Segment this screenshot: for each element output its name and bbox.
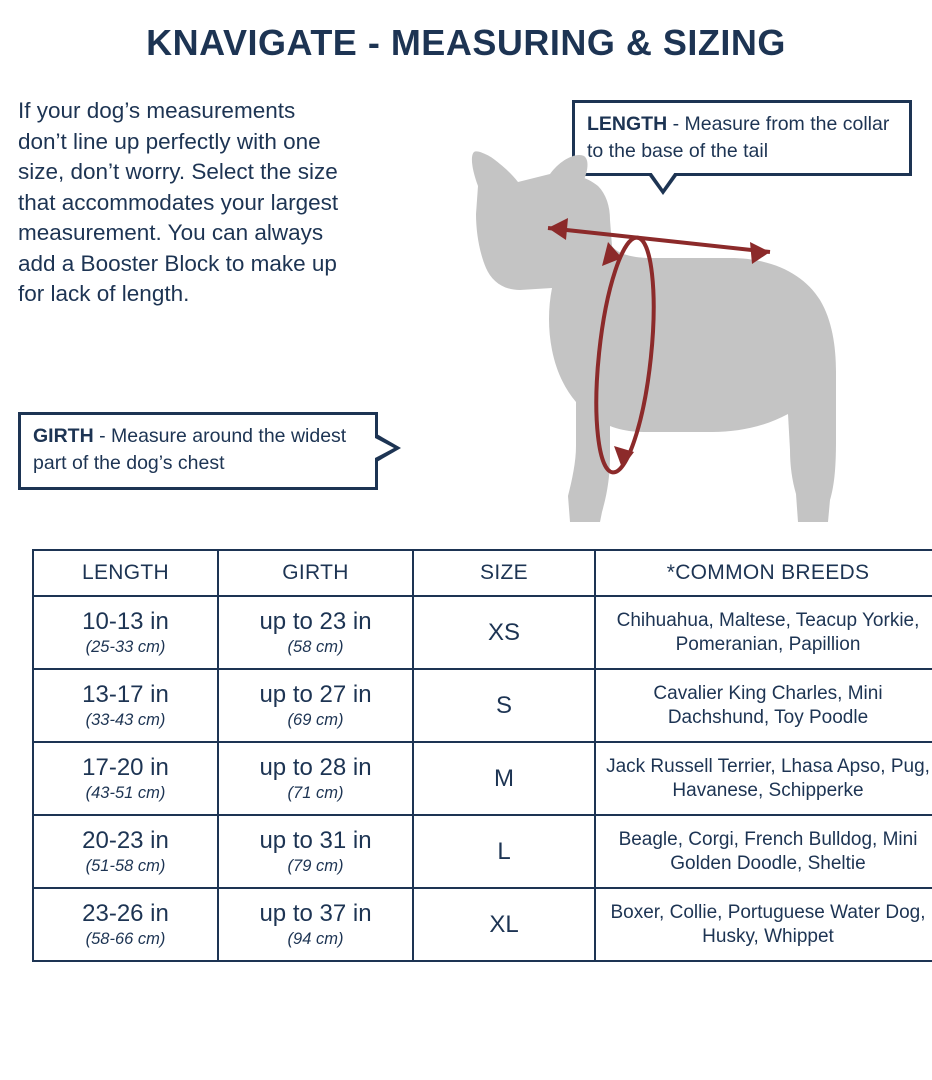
girth-inches: up to 37 in — [259, 900, 372, 927]
cell-length — [33, 669, 218, 742]
table-row — [33, 888, 932, 961]
cell-size: XS — [413, 596, 595, 669]
cell-breeds: Beagle, Corgi, French Bulldog, Mini Golden Doodle, Sheltie — [595, 815, 932, 888]
girth-cm: (69 cm) — [287, 711, 344, 729]
girth-cm: (71 cm) — [287, 784, 344, 802]
table-row — [33, 596, 932, 669]
length-callout-label: LENGTH — [587, 113, 668, 135]
girth-callout — [18, 412, 378, 490]
girth-cm: (79 cm) — [287, 857, 344, 875]
cell-length — [33, 742, 218, 815]
length-inches: 13-17 in — [82, 681, 169, 708]
girth-callout-label: GIRTH — [33, 425, 94, 447]
cell-girth — [218, 888, 413, 961]
length-callout-text: - Measure from the collar to the base of the tail — [587, 113, 890, 162]
girth-inches: up to 28 in — [259, 754, 372, 781]
cell-breeds: Jack Russell Terrier, Lhasa Apso, Pug, Havanese, Schipperke — [595, 742, 932, 815]
girth-inches: up to 31 in — [259, 827, 372, 854]
cell-size: S — [413, 669, 595, 742]
cell-length — [33, 888, 218, 961]
length-cm: (33-43 cm) — [85, 711, 166, 729]
table-row — [33, 669, 932, 742]
cell-size: L — [413, 815, 595, 888]
cell-breeds: Cavalier King Charles, Mini Dachshund, Toy Poodle — [595, 669, 932, 742]
girth-cm: (94 cm) — [287, 930, 344, 948]
table-header-girth: GIRTH — [218, 550, 413, 596]
girth-inches: up to 23 in — [259, 608, 372, 635]
table-header-breeds: *COMMON BREEDS — [595, 550, 932, 596]
length-cm: (25-33 cm) — [85, 638, 166, 656]
cell-breeds: Chihuahua, Maltese, Teacup Yorkie, Pomeranian, Papillion — [595, 596, 932, 669]
table-header-length: LENGTH — [33, 550, 218, 596]
table-row — [33, 815, 932, 888]
cell-size: M — [413, 742, 595, 815]
cell-length — [33, 596, 218, 669]
length-cm: (51-58 cm) — [85, 857, 166, 875]
cell-length — [33, 815, 218, 888]
cell-girth — [218, 669, 413, 742]
cell-breeds: Boxer, Collie, Portuguese Water Dog, Husky, Whippet — [595, 888, 932, 961]
intro-paragraph: If your dog’s measurements don’t line up perfectly with one size, don’t worry. Select the size that accommodates your largest measurement. You can always add a Booster Block to make up for lack of length. — [18, 98, 339, 306]
table-row — [33, 742, 932, 815]
length-cm: (43-51 cm) — [85, 784, 166, 802]
table-header-size: SIZE — [413, 550, 595, 596]
cell-girth — [218, 815, 413, 888]
girth-cm: (58 cm) — [287, 638, 344, 656]
length-cm: (58-66 cm) — [85, 930, 166, 948]
page-title: KNAVIGATE - MEASURING & SIZING — [146, 22, 786, 63]
table-header-row — [33, 550, 932, 596]
length-inches: 23-26 in — [82, 900, 169, 927]
length-inches: 10-13 in — [82, 608, 169, 635]
cell-size: XL — [413, 888, 595, 961]
girth-inches: up to 27 in — [259, 681, 372, 708]
length-inches: 17-20 in — [82, 754, 169, 781]
cell-girth — [218, 596, 413, 669]
cell-girth — [218, 742, 413, 815]
size-table — [32, 549, 932, 962]
dog-illustration — [400, 150, 870, 550]
length-inches: 20-23 in — [82, 827, 169, 854]
girth-callout-text: - Measure around the widest part of the dog’s chest — [33, 425, 347, 474]
girth-callout-pointer-inner — [375, 438, 394, 458]
